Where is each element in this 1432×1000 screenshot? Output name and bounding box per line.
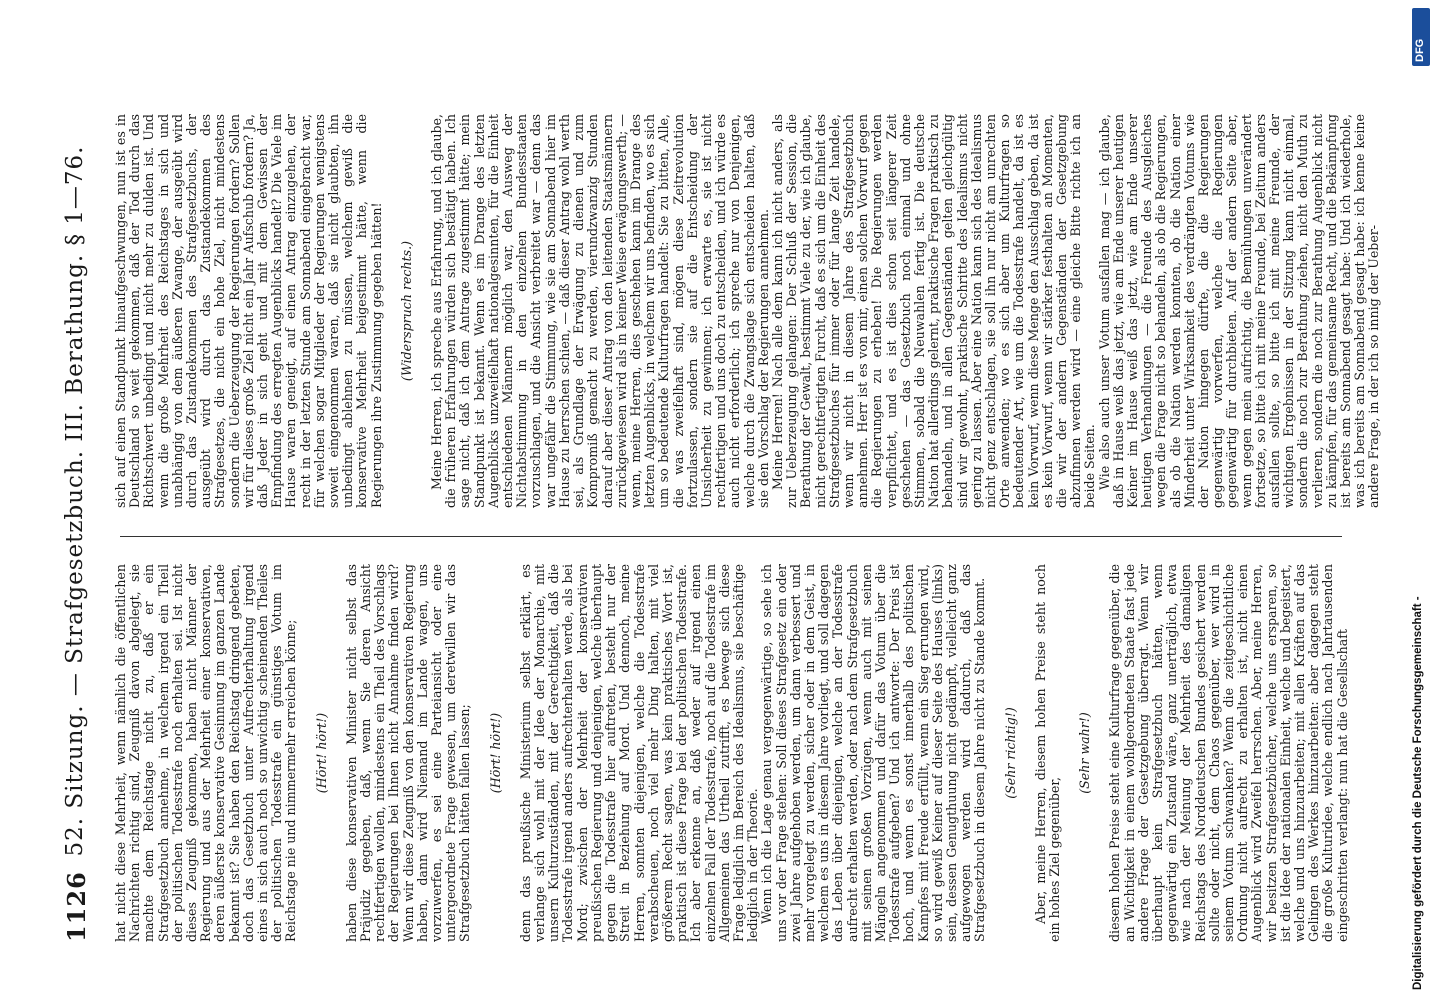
interjection: (Hört! hört!) — [313, 712, 329, 794]
paragraph: diesem hohen Preise steht eine Kulturfrage gegenüber, die an Wichtigkeit in einem wohlgeordneten Staate fast jede andere Frage der Gesetzgebung überragt. Wenn wir überhaupt kein Strafgesetzbuch hätten, wenn gegenwärtig ein Zustand wäre, ganz unerträglich, etwa wie nach der Meinung der Mehrheit des damaligen Reichstags des Norddeutschen Bundes gesichert werden sollte oder nicht, dem Chaos gegenüber, wer wird in seinem Votum schwanken? Wenn die zeitgeschichtliche Ordnung nicht aufrecht zu erhalten ist, nicht einen Augenblick wird Zweifel herrschen. Aber, meine Herren, wir besitzen Strafgesetzbücher, welche uns ersparen, so ist die Idee der nationalen Einheit, welche und begeistert, welche und uns hinzuarbeiten; mit allen Kräften auf das Gelingen des Werkes hinzuarbeiten: aber dagegen steht die große Kulturidee, welche endlich nach Jahrtausenden eingeschritten verlangt: nun hat die Gesellschaft — [1107, 564, 1350, 942]
paragraph: Wenn ich die Lage genau vergegenwärtige, so sehe ich uns vor der Frage stehen: Soll dieses Strafgesetz ein oder zwei Jahre aufgehoben werden, um dann verbessert und mehr vorgelegt zu werden, sicher oder in dem Geist, in welchem es uns in diesem Jahre vorliegt, und soll dagegen das Leben über diejenigen, welche an der Todesstrafe aufrecht erhalten werden, oder nach dem Strafgesetzbuch mit seinen großen Vorzügen, wenn auch mit seinen Mängeln angenommen und dafür das Votum über die Todesstrafe aufgeben? Und ich antworte: Der Preis ist hoch, und wenn es sonst innerhalb des politischen Kampfes mit Freude erfüllt, wenn ein Sieg errungen wird, so wird gewiß Keiner auf dieser Seite des Hauses (links) sein, dessen Genugthuung nicht gedämpft, vielleicht ganz aufgewogen werden wird dadurch, daß das Strafgesetzbuch in diesem Jahre nicht zu Stande kommt. — [759, 564, 988, 942]
interjection: (Sehr richtig!) — [1002, 707, 1018, 799]
digitization-credit: Digitalisierung gefördert durch die Deutsche Forschungsgemeinschaft - — [1412, 596, 1424, 990]
interjection: (Sehr wahr!) — [1077, 712, 1093, 794]
left-column — [114, 564, 1352, 942]
column-divider — [120, 536, 1342, 537]
page-number: 1126 — [62, 871, 91, 942]
paragraph: haben diese konservativen Minister nicht selbst das Präjudiz gegeben, daß, wenn Sie deren Ansicht rechtfertigen wollen, mindestens ein Theil des Vorschlags der Regierungen bei Ihnen nicht Annahme finden wird? Wenn wir diese Zeugniß von den konservativen Regierung haben, dann wird Niemand im Lande wagen, uns vorzuwerfen, es sei eine Parteiansicht oder eine untergeordnete Frage gewesen, um deretwillen wir das Strafgesetzbuch hätten fallen lassen; — [343, 564, 473, 942]
dfg-logo-text: DFG — [1414, 38, 1426, 62]
paragraph: Meine Herren, ich spreche aus Erfahrung, und ich glaube, die früheren Erfahrungen würden sich bestätigt haben. Ich sage nicht, daß ich dem Antrage zugestimmt hätte; mein Standpunkt ist bekannt. Wenn es im Drange des letzten Augenblicks unzweifelhaft nationalgesinnten, für die Einheit entschiedenen Männern möglich war, den Ausweg der Nichtabstimmung in den einzelnen Bundesstaaten vorzuschlagen, und die Ansicht verbreitet war — denn das war ungefähr die Stimmung, wie sie am Sonnabend hier im Hause zu herrschen schien, — daß dieser Antrag wohl werth sei, als Grundlage der Erwägung zu dienen und zum Kompromiß gemacht zu werden, vierundzwanzig Stunden darauf aber dieser Antrag von den leitenden Staatsmännern zurückgewiesen wird als in keiner Weise erwägungswerth; — wenn, meine Herren, dies geschehen kann im Drange des letzten Augenblicks, in welchem wir uns befinden, wo es sich um so bedeutende Kulturfragen handelt: Sie zu bitten, Alle, die was zweifelhaft sind, mögen diese Zeitrevolution fortzulassen, sondern sie auf die Entscheidung der Unsicherheit zu gewinnen; ich erwarte es, sie ist nicht rechtfertigen und uns doch zu entscheiden, und ich würde es auch nicht erforderlich; ich spreche nur von Denjenigen, welche durch die Zwangslage sich entscheiden halten, daß sie den Vorschlag der Regierungen annehmen. — [429, 114, 771, 508]
interjection: (Hört! hört!) — [487, 712, 503, 794]
dfg-logo — [1412, 8, 1430, 66]
page-header — [62, 60, 112, 942]
interjection: (Widerspruch rechts.) — [398, 240, 414, 382]
paragraph: sich auf einen Standpunkt hinaufgeschwungen, nun ist es in Deutschland so weit gekommen, daß der Tod durch das Richtschwert unbedingt und nicht mehr zu dulden ist. Und wenn die große Mehrheit des Reichstages in sich und unabhängig von dem äußeren Zwange, der ausgeübt wird durch das Zustandekommen des Strafgesetzbuchs, der ausgeübt wird durch das Zustandekommen des Strafgesetzes, die nicht ein hohe Ziel, nicht mindestens sondern die Ueberzeugung der Regierungen fordern? Sollen wir für dieses große Ziel nicht ein Jahr Aufschub fordern? Ja, daß Jeder in sich geht und mit dem Gewissen der Empfindung des erregten Augenblicks handelt? Die Viele im Hause waren geneigt, auf einen Antrag einzugehen, der recht in der letzten Stunde am Sonnabend eingebracht war, für welchen sogar Mitglieder der Regierungen wenigstens soweit eingenommen waren, daß sie nicht glaubten, ihn unbedingt ablehnen zu müssen, welchem gewiß die konservative Mehrheit beigestimmt hätte, wenn die Regierungen ihre Zustimmung gegeben hätten! — [113, 114, 384, 508]
paragraph: Meine Herren! Nach alle dem kann ich nicht anders, als zur Ueberzeugung gelangen: Der Schluß der Session, die Berathung der Gewalt, bestimmt Viele zu der, wie ich glaube, nicht gerechtfertigten Furcht, daß es sich um die Einheit des Strafgesetzbuches für immer oder für lange Zeit handele, wenn wir nicht in diesem Jahre des Strafgesetzbuch annehmen. Herr ist es von mir, einen solchen Vorwurf gegen die Regierungen zu erheben! Die Regierungen werden verpflichtet, und es ist dies schon seit längerer Zeit geschehen — das Gesetzbuch noch einmal und ohne Stimmen, sobald die Neuwahlen fertig ist. Die deutsche Nation hat allerdings gelernt, praktische Fragen praktisch zu behandeln, und in allen Gegenständen gelten gleichgültig sind wir gewohnt, praktische Schritte des Idealismus nicht gering zu lassen. Aber eine Nation kann sich des Idealismus nicht genz entschlagen, sie soll ihn nur nicht am unrechten Orte anwenden; wo es sich aber um Kulturfragen so bedeutender Art, wie um die Todesstrafe handelt, da ist es kein Vorwurf, wenn diese Menge den Ausschlag geben, da ist es kein Vorwurf, wenn wir stärker festhalten an Momenten, die wir der andern Gegenständen der Gesetzgebung abzufinnen werden wird — eine gleiche Bitte richte ich an beide Seiten. — [769, 114, 1098, 508]
paragraph: Aber, meine Herren, diesem hohen Preise steht noch ein hohes Ziel gegenüber, — [1032, 564, 1062, 942]
paragraph: Wie also auch unser Votum ausfallen mag — ich glaube, daß in Hause weiß das jetzt, wie am Ende unserer heutigen Keiner im Hause weiß das jetzt, wie am Ende unserer heutigen Verhandlungen — die Freunde des Ausgleiches wegen die Frage nicht so behandeln, als ob die Regierungen, als ob die Nation werden konnten, ob die Nation einer Minderheit unter Wirksamkeit des verdrängten Votums wie der Nation hingegen dürfte, die die Regierungen gegenwärtig vorwerfen, welche die Regierungen gegenwärtig für durchbieten. Auf der andern Seite aber, wenn gegen mein aufrichtig, die Bemühungen unverändert fortsetze, so bitte ich mit meine Freunde, bei Zeitum anders ausfallen sollte, so bitte ich mit meine Freunde, der wichtigen Ergebnissen in der Sitzung kann nicht einmal, sondern die noch zur Berathung ziehen, nicht den Muth zu verlieren, sondern die noch zur Berathung Augenblick nicht zu kämpfen, für das gemeinsame Recht, und die Bekämpfung ist bereits am Sonnabend gesagt habe: Und ich wiederhole, was ich bereits am Sonnabend gesagt habe: ich kenne keine andere Frage, in der ich so innig der Ueber- — [1096, 114, 1382, 508]
paragraph: denn das preußische Ministerium selbst erklärt, es verlange sich wohl mit der Idee der Monarchie, mit unsern Kulturzuständen, mit der Gerechtigkeit, daß die Todesstrafe irgend anders aufrechterhalten werde, als bei Mord; zwischen der Mehrheit der konservativen preußischen Regierung und denjenigen, welche überhaupt gegen die Todesstrafe hier auftreten, besteht nur der Streit in Beziehung auf Mord. Und dennoch, meine Herren, sonnten diejenigen, welche die Todesstrafe verabscheuen, noch viel mehr Ding halten, mit viel größerem Recht sagen, was kein praktisches Wort ist, praktisch ist diese Frage bei der politischen Todesstrafe. Ich aber erkenne an, daß weder auf irgend einen einzelnen Fall der Todesstrafe, noch auf die Todesstrafe im Allgemeinen das Urtheil zutrifft, es bewege sich diese Frage lediglich im Bereich des Idealismus, sie beschäftige lediglich in der Theorie. — [517, 564, 761, 942]
right-column — [113, 114, 1382, 508]
paragraph: hat nicht diese Mehrheit, wenn nämlich die öffentlichen Nachrichten richtig sind, Zeugniß davon abgelegt, sie machte dem Reichstage nicht zu, daß er ein Strafgesetzbuch annehme, in welchem irgend ein Theil der politischen Todesstrafe noch erhalten sei. Ist nicht dieses Zeugniß gekommen, haben nicht Männer der Regierung und aus der Mehrheit einer konservativen, deren äußerste konservative Gesinnung im ganzen Lande bekannt ist? Sie haben den Reichstag dringend gebeten, doch das Gesetzbuch unter Aufrechterhaltung irgend eines in sich auch noch so unwichtig scheinenden Theiles der politischen Todesstrafe ein günstiges Votum im Reichstage nie und nimmermehr erreichen könne; — [113, 564, 299, 942]
running-title: 52. Sitzung. — Strafgesetzbuch. III. Berathung. § 1—76. — [62, 145, 88, 857]
